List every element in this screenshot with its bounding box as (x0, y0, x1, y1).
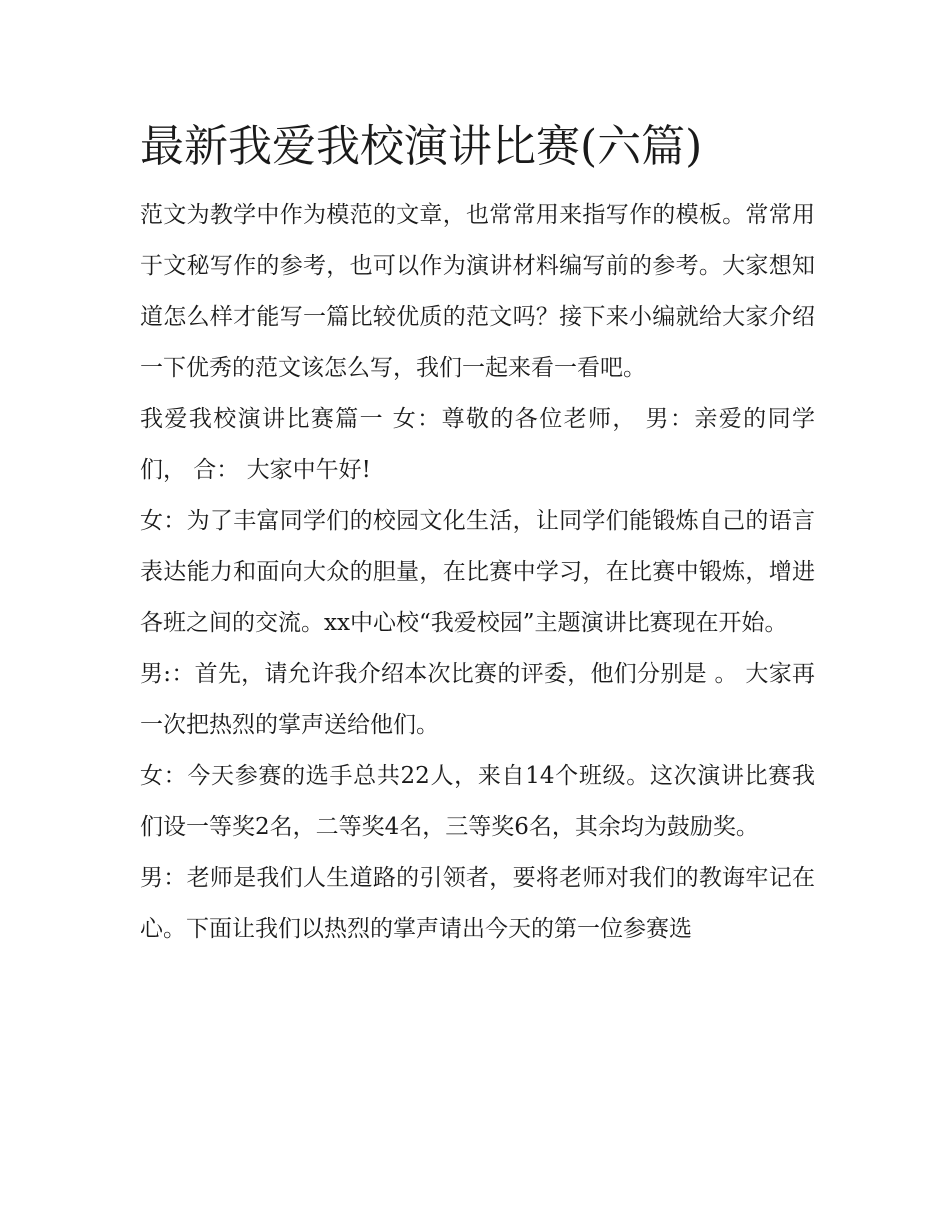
speech-paragraph-male-1: 男:：首先，请允许我介绍本次比赛的评委，他们分别是 。 大家再一次把热烈的掌声送给他们。 (140, 661, 815, 738)
intro-paragraph: 范文为教学中作为模范的文章，也常常用来指写作的模板。常常用于文秘写作的参考，也可以作为演讲材料编写前的参考。大家想知道怎么样才能写一篇比较优质的范文吗？接下来小编就给大家介绍一下优秀的范文该怎么写，我们一起来看一看吧。 (140, 202, 815, 381)
speech-paragraph-male-2: 男：老师是我们人生道路的引领者，要将老师对我们的教诲牢记在心。下面让我们以热烈的掌声请出今天的第一位参赛选 (140, 865, 815, 942)
speech-opening-paragraph: 我爱我校演讲比赛篇一 女：尊敬的各位老师， 男：亲爱的同学们， 合： 大家中午好! (140, 406, 815, 483)
document-page (140, 112, 815, 955)
document-title: 最新我爱我校演讲比赛(六篇) (140, 121, 703, 172)
speech-paragraph-female-1: 女：为了丰富同学们的校园文化生活，让同学们能锻炼自己的语言表达能力和面向大众的胆量，在比赛中学习，在比赛中锻炼，增进各班之间的交流。xx中心校“我爱校园”主题演讲比赛现在开始。 (140, 508, 815, 636)
speech-paragraph-female-2: 女：今天参赛的选手总共22人，来自14个班级。这次演讲比赛我们设一等奖2名，二等奖4名，三等奖6名，其余均为鼓励奖。 (140, 763, 815, 840)
